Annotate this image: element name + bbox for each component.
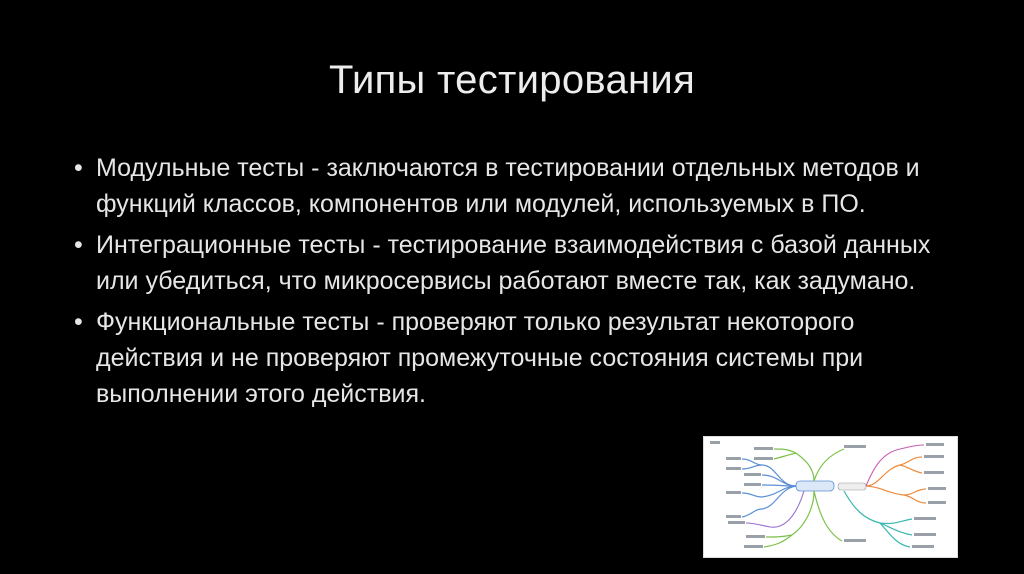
bullet-text: Интеграционные тесты - тестирование взаимодействия с базой данных или убедиться, что микросервисы работают вместе так, как задумано. bbox=[96, 231, 931, 295]
slide-title: Типы тестирования bbox=[328, 58, 696, 102]
bullet-item-unit-tests bbox=[70, 150, 950, 222]
bottom-purple-branches bbox=[746, 491, 804, 527]
right-orange-branches bbox=[866, 457, 926, 503]
bullet-item-functional-tests bbox=[70, 304, 950, 412]
central-node bbox=[796, 481, 834, 491]
bullet-marker: • bbox=[74, 308, 83, 336]
bullet-text: Функциональные тесты - проверяют только результат некоторого действия и не проверяют промежуточные состояния системы при выполнении этого действия. bbox=[96, 308, 864, 408]
bottom-teal-branches bbox=[844, 491, 912, 547]
bullet-marker: • bbox=[74, 154, 83, 182]
bullet-list bbox=[70, 150, 950, 417]
bullet-marker: • bbox=[74, 231, 83, 259]
right-purple-branches bbox=[866, 445, 924, 486]
left-blue-branches bbox=[742, 459, 796, 517]
bullet-item-integration-tests bbox=[70, 227, 950, 299]
node-labels bbox=[710, 441, 946, 548]
top-green-branches bbox=[774, 449, 844, 481]
bullet-text: Модульные тесты - заключаются в тестировании отдельных методов и функций классов, компонентов или модулей, используемых в ПО. bbox=[96, 154, 920, 218]
secondary-node bbox=[838, 483, 866, 490]
mindmap-diagram bbox=[704, 437, 957, 557]
mindmap-image bbox=[703, 436, 958, 558]
